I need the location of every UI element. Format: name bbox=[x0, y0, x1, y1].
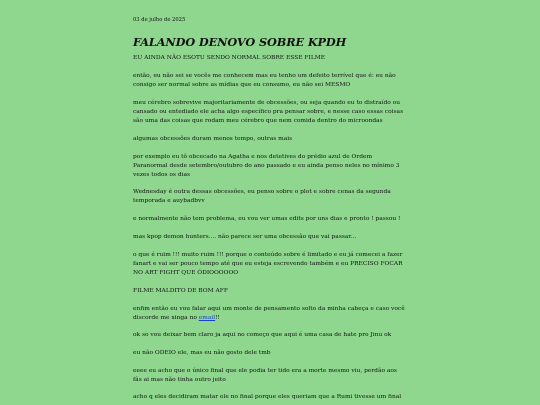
paragraph: acho q eles decidiram matar ele no final porque eles queriam que a Rumi tivesse um final bbox=[133, 394, 402, 400]
paragraph: e normalmente não tem problema, eu vou ver umas edits por uns dias e pronto ! passou ! bbox=[133, 216, 401, 222]
paragraph: eu não ODEIO ele, mas eu não gosto dele tmb bbox=[133, 350, 271, 356]
post-date: 03 de julho de 2025 bbox=[133, 17, 186, 23]
paragraph: por exemplo eu tô obcecado na Agatha e nos detetives do prédio azul de Ordem Paranormal desde setembro/outubro do ano passado e eu ainda penso neles no mínimo 3 vezes todos os dias bbox=[133, 154, 400, 179]
paragraph: eeee eu acho que o único final que ele podia ter tido era a morte mesmo viu, perdão aos fãs ai mas não tinha outro jeito bbox=[133, 368, 397, 384]
paragraph-email bbox=[133, 305, 407, 323]
email-link[interactable]: email bbox=[198, 315, 216, 322]
paragraph: meu cérebro sobrevive majoritariamente de obcessões, ou seja quando eu to distraído ou cansado ou entediado ele acha algo específico pra pensar sobre, e nesse caso essas coisas são uma das coisas que rodam meu cérebro que nem comida dentro do microondas bbox=[133, 100, 404, 125]
paragraph: EU AINDA NÃO ESOTU SENDO NORMAL SOBRE ESSE FILME bbox=[133, 55, 326, 61]
paragraph: o que é ruim !!! muito ruim !!! porque o conteúdo sobre é limitado e eu já comecei a fazer fanart e vai ser pouco tempo até que eu esteja escrevendo também e eu PRECISO FOCAR NO ART FIGHT QUE ÓDIOOOOOO bbox=[133, 252, 403, 277]
post-title: FALANDO DENOVO SOBRE KPDH bbox=[133, 35, 347, 49]
paragraph: então, eu não sei se vocês me conhecem mas eu tenho um defeito terrível que é: eu não consigo ser normal sobre as mídias que eu consumo, eu não sei MESMO bbox=[133, 73, 396, 89]
paragraph-text: enfim então eu vou falar aqui um monte de pensamento solto da minha cabeça e caso você discorde me xinga no bbox=[133, 306, 405, 322]
paragraph: FILME MALDITO DE BOM AFF bbox=[133, 288, 228, 294]
paragraph: mas kpop demon hunters.... não parece ser uma obcessão que vai passar... bbox=[133, 234, 357, 240]
paragraph: Wednesday é outra dessas obcessões, eu penso sobre o plot e sobre cenas da segunda temporada e auybadbvv bbox=[133, 189, 391, 205]
paragraph-text: !! bbox=[215, 315, 220, 322]
paragraph: ok so vou deixar bem claro ja aqui no começo que aqui é uma casa de hate pro Jinu ok bbox=[133, 332, 392, 338]
paragraph: algumas obcessões duram menos tempo, outras mais bbox=[133, 136, 293, 142]
